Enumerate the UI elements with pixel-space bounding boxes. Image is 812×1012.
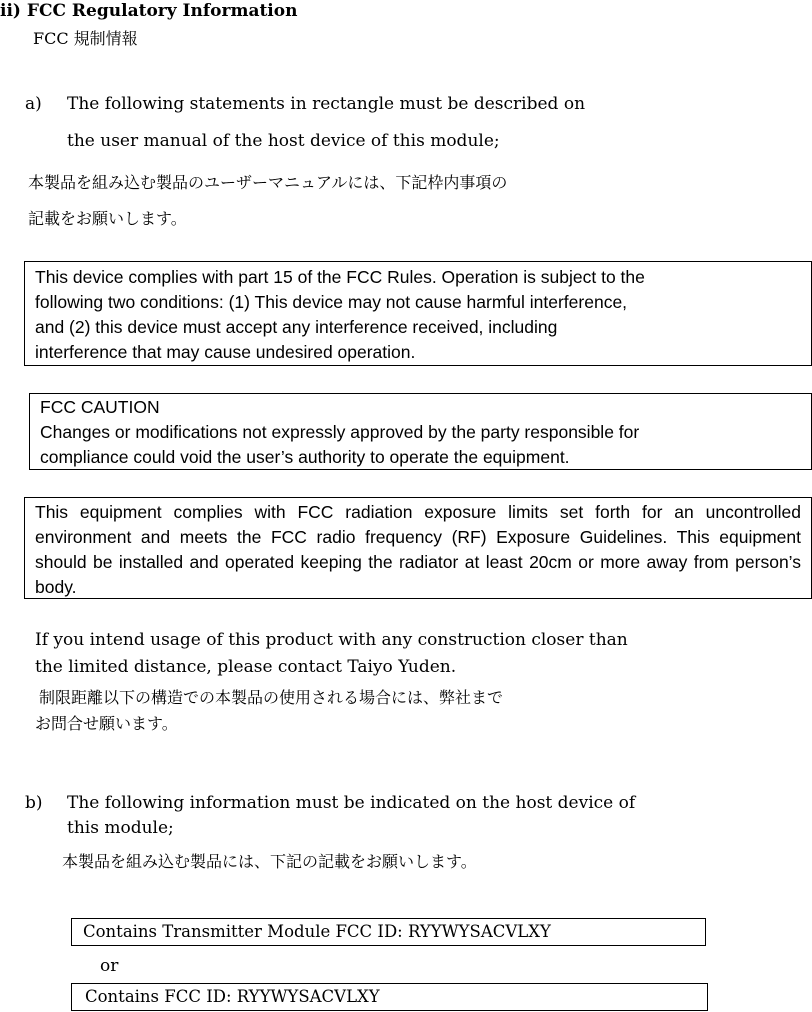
fcc-caution-line-2: compliance could void the user’s authority to operate the equipment. bbox=[40, 447, 570, 467]
part15-line-2: following two conditions: (1) This device may not cause harmful interference, bbox=[35, 292, 628, 312]
section-a-line-2: the user manual of the host device of this module; bbox=[67, 131, 500, 151]
contact-line-1: If you intend usage of this product with any construction closer than bbox=[35, 630, 628, 650]
section-b-jp-line: 本製品を組み込む製品には、下記の記載をお願いします。 bbox=[62, 852, 477, 871]
section-subtitle-jp: FCC 規制情報 bbox=[33, 29, 138, 48]
contact-jp-line-1: 制限距離以下の構造での本製品の使用される場合には、弊社まで bbox=[39, 688, 504, 707]
part15-line-1: This device complies with part 15 of the FCC Rules. Operation is subject to the bbox=[35, 267, 645, 287]
fcc-caution-box bbox=[29, 393, 812, 470]
section-a-label: a) bbox=[25, 94, 42, 114]
section-a-jp-line-1: 本製品を組み込む製品のユーザーマニュアルには、下記枠内事項の bbox=[28, 173, 508, 192]
section-a-line-1: The following statements in rectangle must be described on bbox=[67, 94, 586, 114]
contact-jp-line-2: お問合せ願います。 bbox=[35, 714, 178, 733]
fcc-caution-line-1: Changes or modifications not expressly approved by the party responsible for bbox=[40, 422, 640, 442]
contact-line-2: the limited distance, please contact Taiyo Yuden. bbox=[35, 657, 457, 677]
fcc-id-label-transmitter: Contains Transmitter Module FCC ID: RYYWYSACVLXY bbox=[71, 918, 706, 946]
fcc-caution-heading: FCC CAUTION bbox=[40, 397, 160, 417]
section-title: ii) FCC Regulatory Information bbox=[0, 1, 298, 21]
part15-compliance-box bbox=[24, 261, 812, 366]
rf-exposure-text: This equipment complies with FCC radiation exposure limits set forth for an uncontrolled environment and meets the FCC radio frequency (RF) Exposure Guidelines. This equipment should be installed and operated keeping the radiator at least 20cm or more away from person’s body. bbox=[35, 502, 801, 597]
section-b-label: b) bbox=[25, 793, 43, 813]
section-a-jp-line-2: 記載をお願いします。 bbox=[28, 209, 187, 228]
part15-line-4: interference that may cause undesired operation. bbox=[35, 342, 416, 362]
section-b-line-2: this module; bbox=[67, 818, 174, 838]
fcc-id-label-short: Contains FCC ID: RYYWYSACVLXY bbox=[71, 983, 708, 1011]
part15-line-3: and (2) this device must accept any interference received, including bbox=[35, 317, 558, 337]
rf-exposure-box bbox=[24, 497, 812, 599]
section-b-line-1: The following information must be indicated on the host device of bbox=[67, 793, 636, 813]
or-separator: or bbox=[100, 956, 119, 976]
